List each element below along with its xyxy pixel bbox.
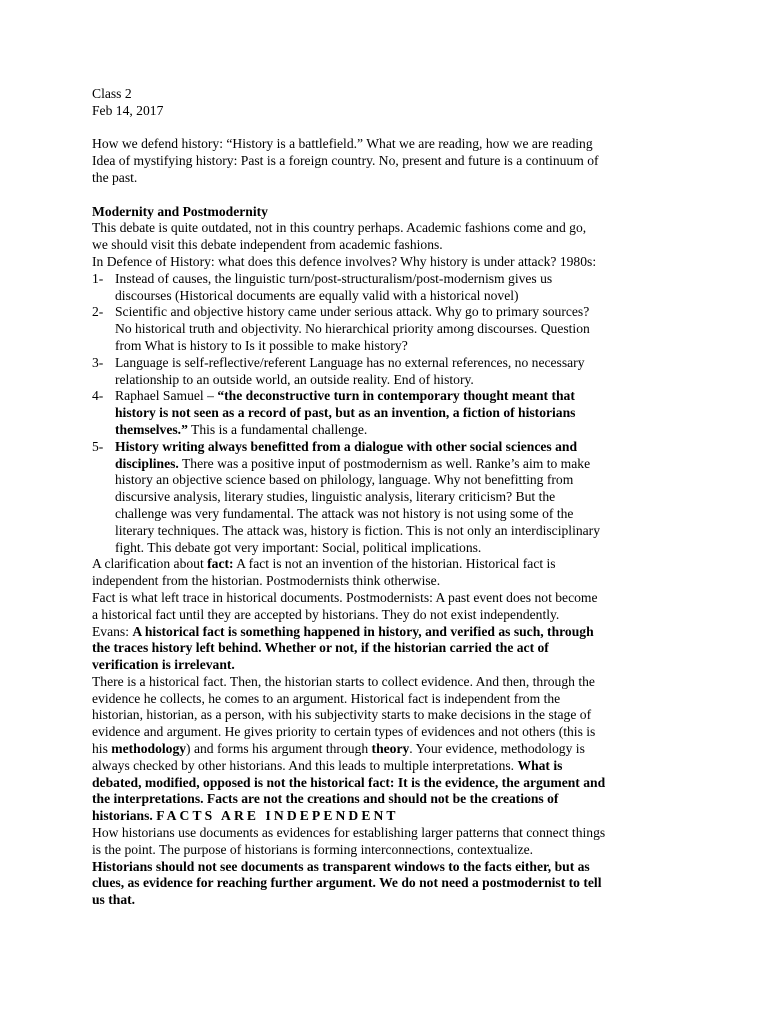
para-line: his methodology) and forms his argument through theory. Your evidence, methodology is: [92, 741, 585, 757]
list-number: 3-: [92, 354, 104, 370]
intro-line: How we defend history: “History is a battlefield.” What we are reading, how we are reading: [92, 136, 593, 152]
list-item: 1- Instead of causes, the linguistic turn/post-structuralism/post-modernism gives us discourses (Historical documents are equally valid with a historical novel): [92, 270, 553, 303]
para-line: evidence and argument. He gives priority to certain types of evidences and not others (this is: [92, 724, 596, 740]
list-number: 4-: [92, 388, 104, 404]
list-item: 5- History writing always benefitted from a dialogue with other social sciences and disciplines. There was a positive input of postmodernism as well. Ranke’s aim to make history an objective science based on philology, language. Why not benefitting from discursive analysis, literary studies, linguistic analysis, literary criticism? But the challenge was very fundamental. The attack was not history is not using some of the literary techniques. The attack was, history is fiction. This is not only an interdisciplinary fight. This debate got very important: Social, political implications.: [92, 438, 600, 555]
evans-quote: Evans: A historical fact is something happened in history, and verified as such, through: [92, 623, 594, 639]
closing-line: clues, as evidence for reaching further argument. We do not need a postmodernist to tell: [92, 875, 602, 891]
para-line: debated, modified, opposed is not the historical fact: It is the evidence, the argument and: [92, 774, 606, 790]
list-number: 1-: [92, 270, 104, 286]
evans-quote: verification is irrelevant.: [92, 657, 235, 673]
section-line: we should visit this debate independent from academic fashions.: [92, 237, 443, 253]
para-line: There is a historical fact. Then, the historian starts to collect evidence. And then, through the: [92, 673, 595, 689]
closing-line: us that.: [92, 892, 136, 908]
date-line: Feb 14, 2017: [92, 102, 164, 118]
section-line: In Defence of History: what does this defence involves? Why history is under attack? 1980s:: [92, 253, 597, 269]
para-line: evidence he collects, he comes to an argument. Historical fact is independent from the: [92, 690, 561, 706]
spacer: [92, 120, 678, 137]
closing-line: is the point. The purpose of historians is forming interconnections, contextualize.: [92, 841, 534, 857]
para-line: historian, historian, as a person, with his subjectivity starts to make decisions in the stage of: [92, 707, 592, 723]
class-label: Class 2: [92, 86, 132, 101]
section-line: This debate is quite outdated, not in this country perhaps. Academic fashions come and go,: [92, 220, 587, 236]
section-heading: Modernity and Postmodernity: [92, 203, 268, 219]
fact-line: a historical fact until they are accepted by historians. They do not exist independently.: [92, 606, 560, 622]
fact-line: A clarification about fact: A fact is not an invention of the historian. Historical fact is: [92, 556, 556, 572]
document-body: [92, 86, 678, 909]
intro-line: the past.: [92, 169, 138, 185]
spacer: [92, 187, 678, 204]
list-item: 2- Scientific and objective history came under serious attack. Why go to primary sources? No historical truth and objectivity. No hierarchical priority among discourses. Question from What is history to Is it possible to make history?: [92, 304, 590, 353]
list-number: 5-: [92, 438, 104, 454]
fact-line: Fact is what left trace in historical documents. Postmodernists: A past event does not become: [92, 589, 598, 605]
facts-independent: FACTS ARE INDEPENDENT: [156, 808, 399, 824]
para-line: historians. FACTS ARE INDEPENDENT: [92, 808, 399, 824]
closing-line: How historians use documents as evidences for establishing larger patterns that connect things: [92, 825, 606, 841]
list-number: 2-: [92, 304, 104, 320]
evans-quote: the traces history left behind. Whether or not, if the historian carried the act of: [92, 640, 549, 656]
closing-line: Historians should not see documents as transparent windows to the facts either, but as: [92, 858, 590, 874]
intro-line: Idea of mystifying history: Past is a foreign country. No, present and future is a continuum of: [92, 153, 599, 169]
para-line: always checked by other historians. And this leads to multiple interpretations. What is: [92, 757, 563, 773]
list-item: 4- Raphael Samuel – “the deconstructive turn in contemporary thought meant that history is not seen as a record of past, but as an invention, a fiction of historians themselves.” This is a fundamental challenge.: [92, 388, 576, 437]
para-line: the interpretations. Facts are not the creations and should not be the creations of: [92, 791, 559, 807]
fact-line: independent from the historian. Postmodernists think otherwise.: [92, 573, 441, 589]
list-item: 3- Language is self-reflective/referent Language has no external references, no necessary relationship to an outside world, an outside reality. End of history.: [92, 354, 585, 387]
